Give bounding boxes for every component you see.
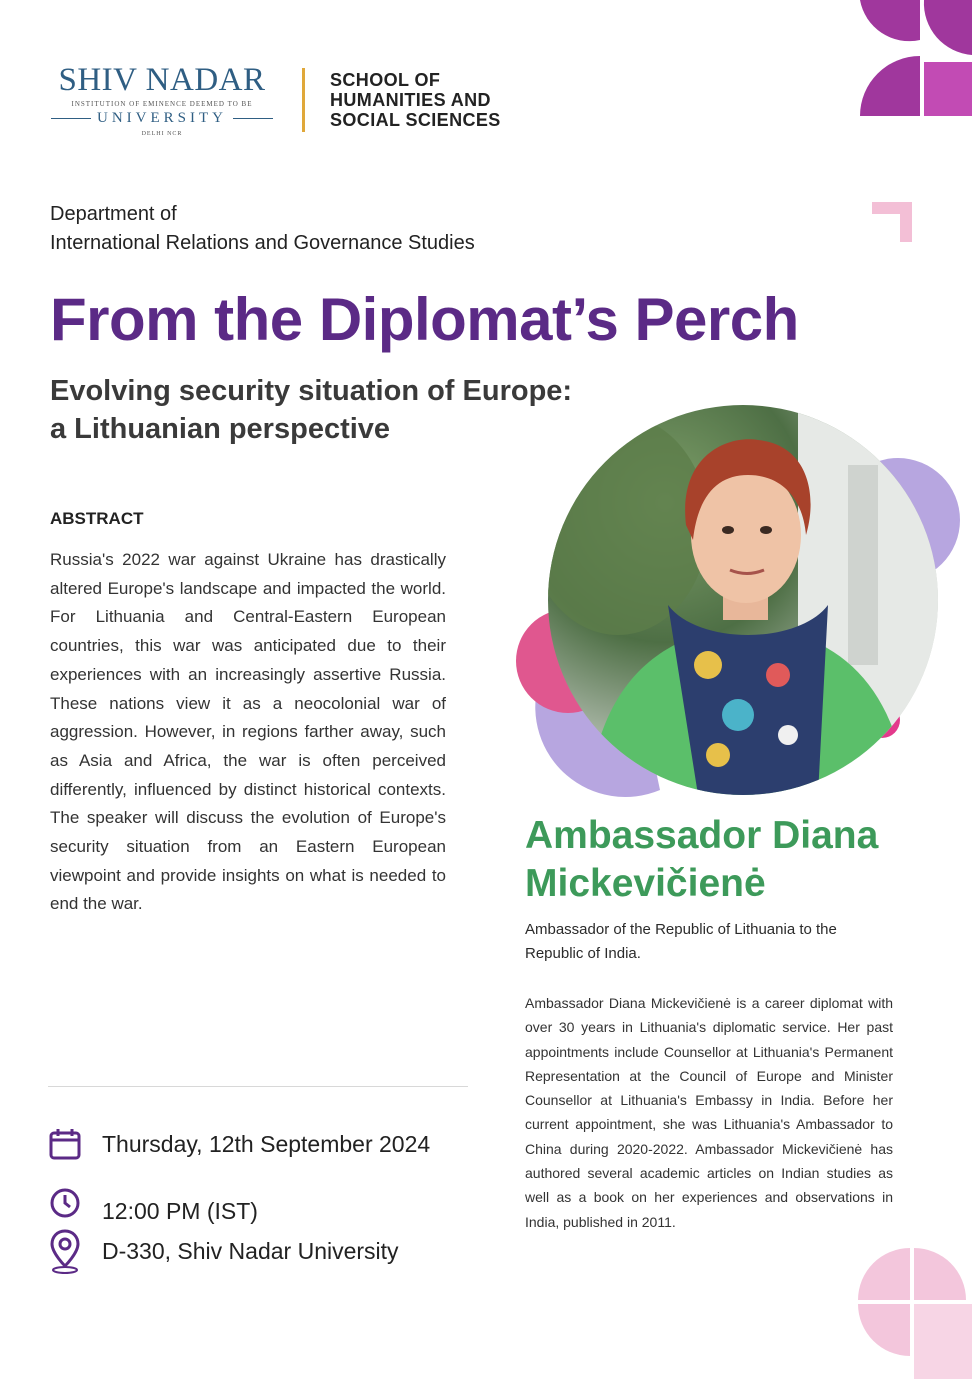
event-date: Thursday, 12th September 2024 — [102, 1130, 431, 1157]
corner-decoration-top-right — [840, 0, 972, 120]
department-line-1: Department of — [50, 203, 177, 225]
abstract-heading: ABSTRACT — [50, 509, 144, 528]
speaker-name-line-1: Ambassador Diana — [525, 814, 879, 857]
department — [50, 200, 475, 258]
logo-divider — [302, 68, 305, 132]
location-pin-icon — [48, 1228, 82, 1274]
school-name — [330, 70, 501, 130]
logo-university: UNIVERSITY — [97, 110, 227, 126]
school-line-2: HUMANITIES AND — [330, 90, 491, 110]
subtitle-line-1: Evolving security situation of Europe: — [50, 375, 573, 407]
university-logo — [48, 62, 276, 137]
event-venue-row — [48, 1228, 399, 1274]
speaker-photo — [548, 405, 938, 795]
event-venue: D-330, Shiv Nadar University — [102, 1237, 399, 1264]
school-line-1: SCHOOL OF — [330, 70, 441, 90]
abstract-body: Russia's 2022 war against Ukraine has drastically altered Europe's landscape and impacted the world. For Lithuania and Central-Eastern European countries, this war was anticipated due to their experiences with an increasingly assertive Russia. These nations view it as a neocolonial war of aggression. However, in regions farther away, such as Asia and Africa, the war is often perceived differently, influenced by distinct historical contexts. The speaker will discuss the evolution of Europe's security situation from an Eastern European viewpoint and provide insights on what is needed to end the war. — [50, 550, 446, 914]
subtitle-line-2: a Lithuanian perspective — [50, 413, 391, 445]
speaker-portrait-illustration — [548, 405, 938, 795]
logo-tagline: INSTITUTION OF EMINENCE DEEMED TO BE — [71, 100, 253, 108]
speaker-bio: Ambassador Diana Mickevičienė is a career diplomat with over 30 years in Lithuania's diplomatic service. Her past appointments include Counsellor at Lithuania's Permanent Representation at the Council of Europe and Minister Counsellor at Lithuania's Embassy in India. Before her current appointment, she was Lithuania's Ambassador to China during 2020-2022. Ambassador Mickevičienė has authored several academic articles on Indian studies as well as a book on her experiences and observations in India, published in 2011. — [525, 995, 893, 1230]
event-date-row — [48, 1127, 430, 1161]
speaker-name-line-2: Mickevičienė — [525, 862, 766, 905]
school-line-3: SOCIAL SCIENCES — [330, 110, 501, 130]
calendar-icon — [48, 1127, 82, 1161]
logo-name: SHIV NADAR — [58, 62, 266, 98]
small-square-decoration — [872, 202, 912, 242]
speaker-name — [525, 812, 878, 908]
speaker-role: Ambassador of the Republic of Lithuania to the Republic of India. — [525, 921, 837, 962]
event-time: 12:00 PM (IST) — [102, 1198, 258, 1224]
event-time-row — [48, 1180, 258, 1225]
page-title: From the Diplomat’s Perch — [50, 286, 799, 353]
page-subtitle — [50, 372, 572, 448]
divider — [48, 1086, 468, 1087]
department-line-2: International Relations and Governance Studies — [50, 232, 475, 254]
corner-decoration-bottom-right — [850, 1238, 972, 1379]
clock-icon — [48, 1186, 82, 1220]
logo-location: DELHI NCR — [141, 131, 183, 137]
